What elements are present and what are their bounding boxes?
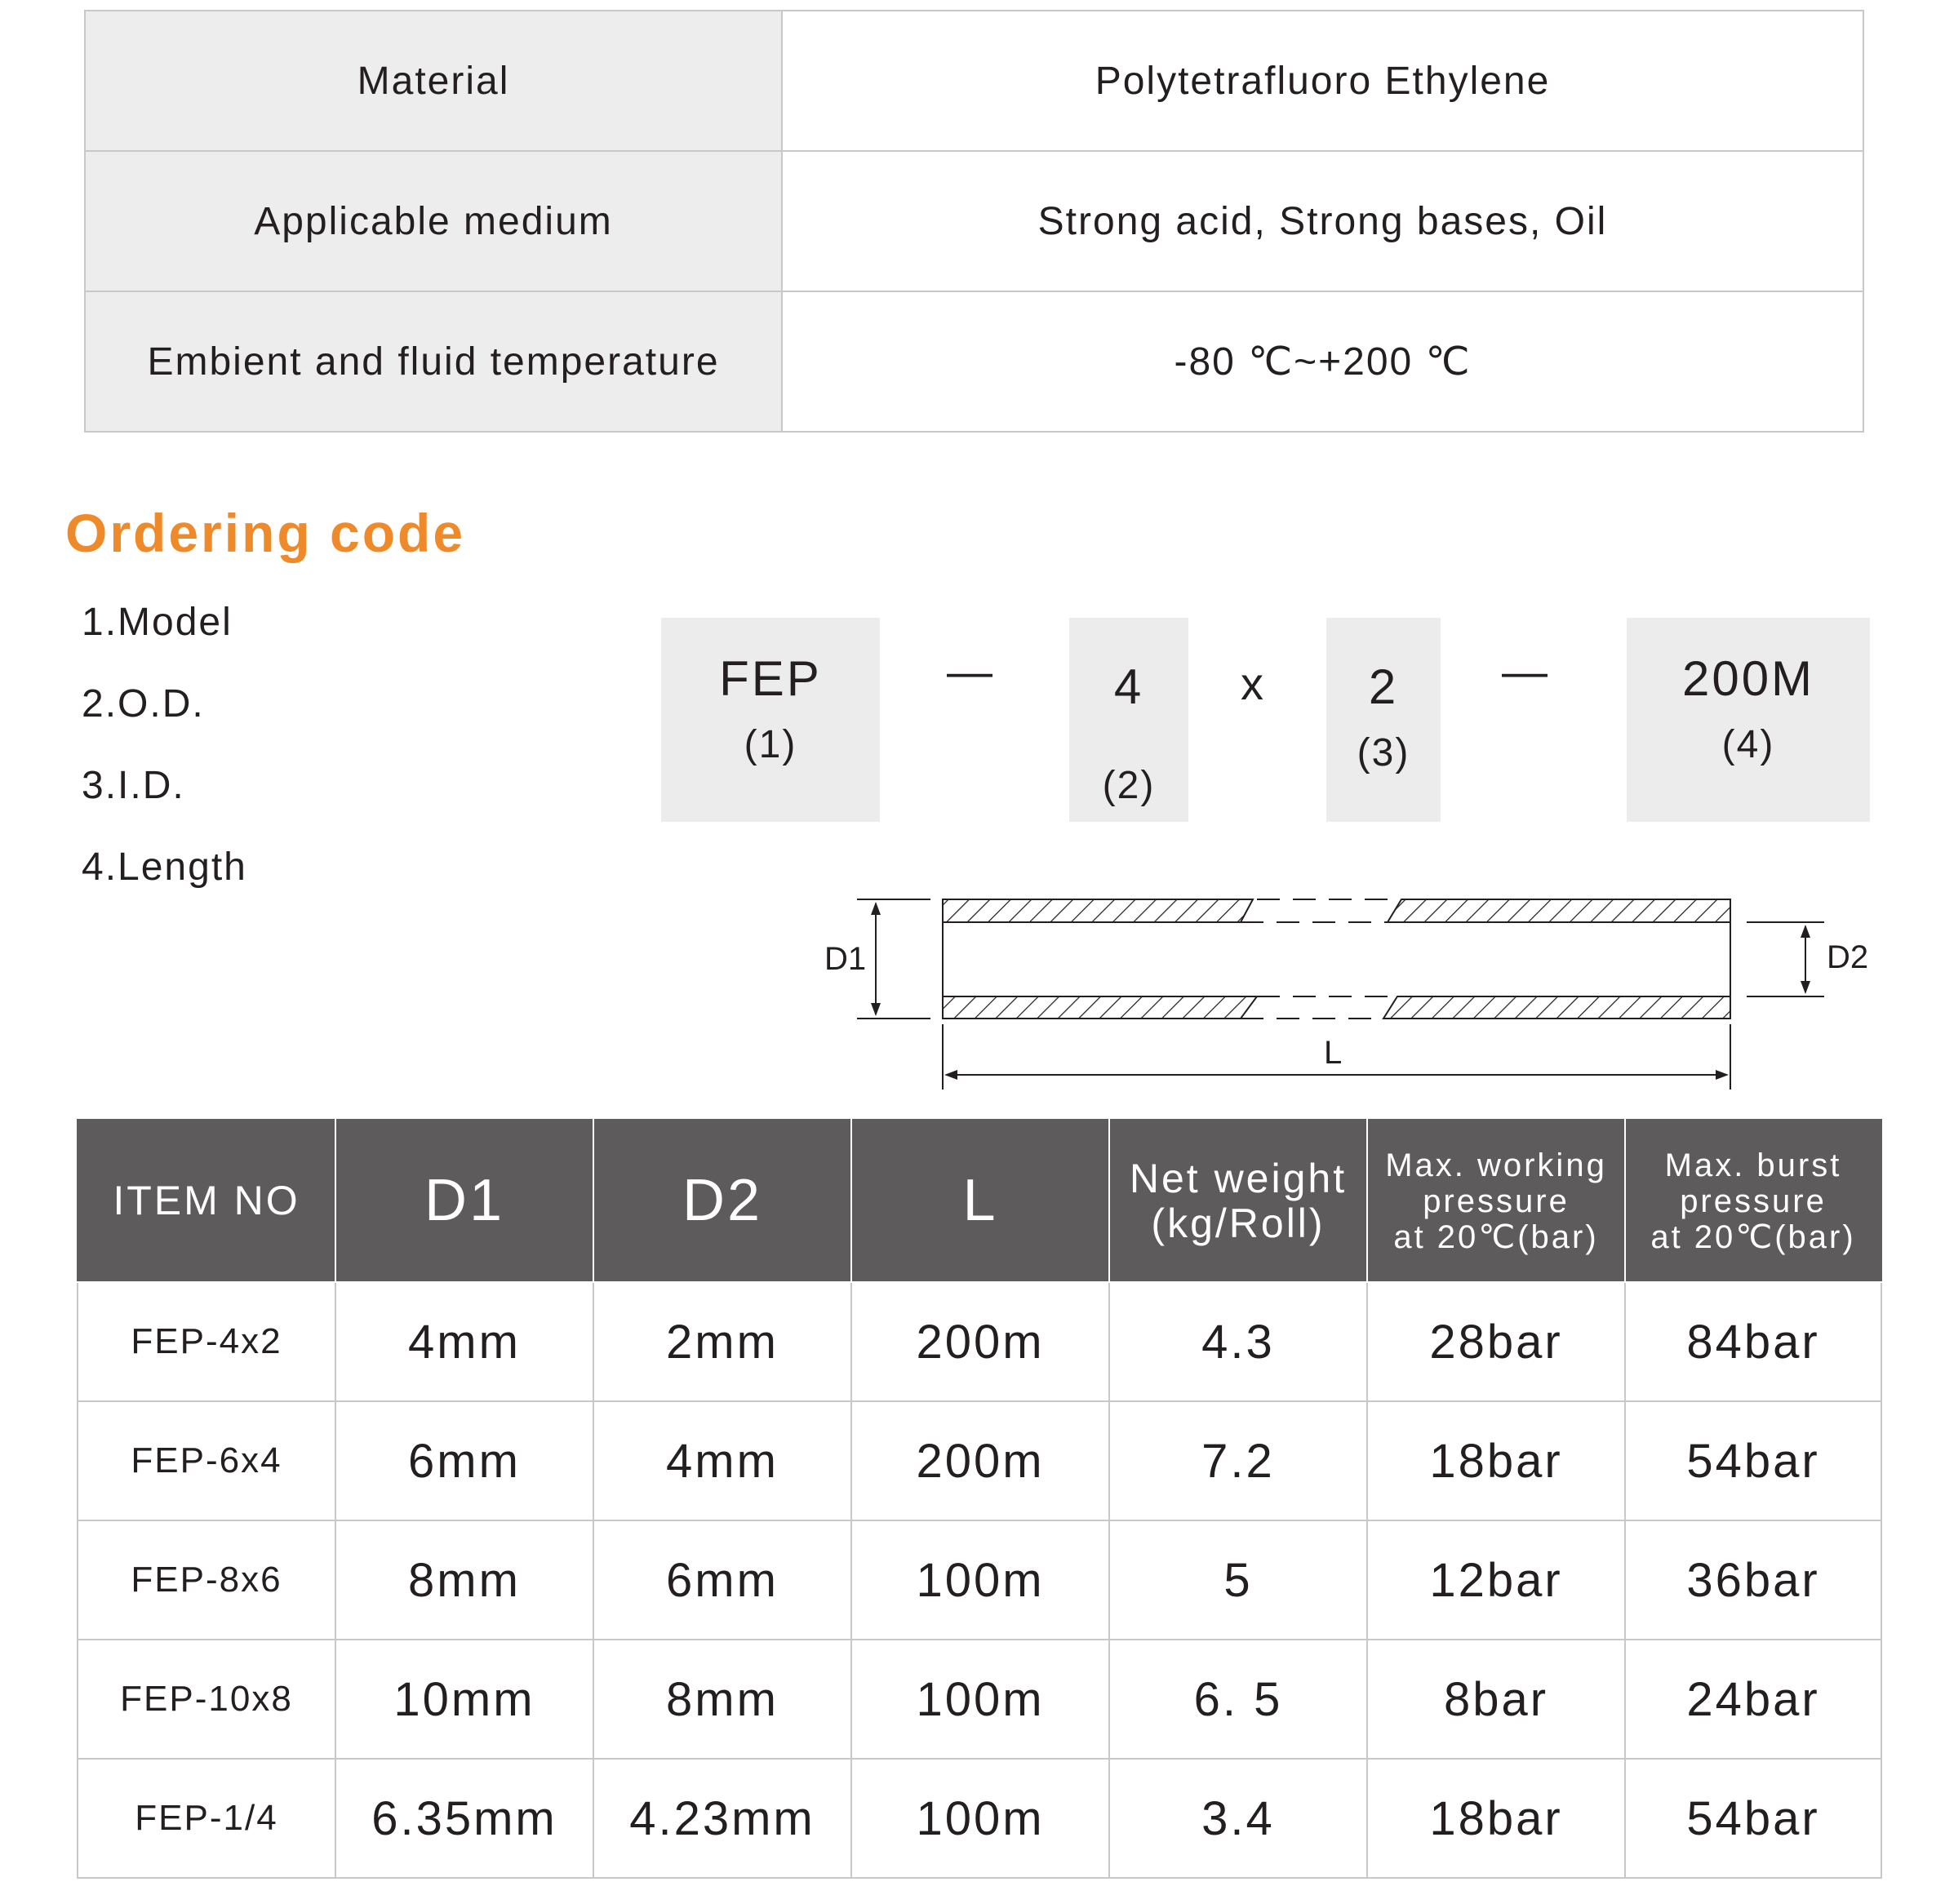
header-item-no: ITEM NO [78,1120,335,1282]
table-row [78,1759,1881,1878]
cell-item-no: FEP-4x2 [78,1282,335,1401]
cell-working-pressure: 28bar [1367,1282,1625,1401]
cell-burst-pressure: 54bar [1625,1401,1881,1520]
property-label: Applicable medium [85,151,782,291]
cell-burst-pressure: 24bar [1625,1640,1881,1759]
legend-item: 3.I.D. [82,764,185,807]
legend-item: 4.Length [82,845,247,889]
legend-item: 1.Model [82,601,233,644]
cell-d2: 6mm [593,1520,851,1640]
cell-d2: 4.23mm [593,1759,851,1878]
cell-d1: 10mm [335,1640,593,1759]
header-max-working-pressure [1367,1120,1625,1282]
header-line: pressure [1680,1183,1827,1219]
ordering-code-legend [82,600,247,926]
code-part-value: 200M [1681,651,1815,706]
header-l: L [851,1120,1109,1282]
table-row [78,1401,1881,1520]
header-d1: D1 [335,1120,593,1282]
cell-d1: 6mm [335,1401,593,1520]
cell-d2: 8mm [593,1640,851,1759]
property-value: -80 ℃~+200 ℃ [782,291,1863,432]
header-max-burst-pressure [1625,1120,1881,1282]
cell-weight: 3.4 [1109,1759,1367,1878]
cell-l: 100m [851,1759,1109,1878]
cell-working-pressure: 18bar [1367,1401,1625,1520]
cell-burst-pressure: 84bar [1625,1282,1881,1401]
cell-working-pressure: 8bar [1367,1640,1625,1759]
code-part-index: (1) [744,723,797,766]
label-d2: D2 [1827,939,1869,975]
code-part-index: (4) [1721,723,1775,766]
header-d2: D2 [593,1120,851,1282]
code-part-value: FEP [719,651,822,706]
code-part-index: (2) [1102,764,1156,807]
code-part-index: (3) [1357,731,1410,774]
cell-item-no: FEP-1/4 [78,1759,335,1878]
header-line: (kg/Roll) [1151,1200,1326,1246]
properties-table [84,10,1864,433]
property-value: Polytetrafluoro Ethylene [782,11,1863,151]
header-line: Max. burst [1664,1147,1842,1183]
code-part-model [661,618,880,822]
code-part-od [1069,618,1188,822]
cell-working-pressure: 12bar [1367,1520,1625,1640]
cell-d2: 2mm [593,1282,851,1401]
cell-item-no: FEP-8x6 [78,1520,335,1640]
cell-burst-pressure: 36bar [1625,1520,1881,1640]
cell-weight: 6. 5 [1109,1640,1367,1759]
code-part-value: 4 [1113,659,1144,714]
cell-working-pressure: 18bar [1367,1759,1625,1878]
cell-d1: 6.35mm [335,1759,593,1878]
code-dash: — [1502,646,1548,697]
property-row-material [85,11,1863,151]
label-l: L [1324,1035,1343,1071]
header-net-weight [1109,1120,1367,1282]
code-times: x [1241,658,1263,709]
property-row-temperature [85,291,1863,432]
cell-l: 100m [851,1520,1109,1640]
header-line: Net weight [1129,1155,1348,1201]
code-part-id [1326,618,1441,822]
property-label: Material [85,11,782,151]
table-row [78,1520,1881,1640]
cell-l: 200m [851,1282,1109,1401]
legend-item: 2.O.D. [82,682,205,726]
cell-weight: 4.3 [1109,1282,1367,1401]
spec-table [77,1119,1882,1879]
header-line: at 20℃(bar) [1393,1218,1599,1255]
property-row-medium [85,151,1863,291]
spec-header-row [78,1120,1881,1282]
cell-item-no: FEP-10x8 [78,1640,335,1759]
header-line: at 20℃(bar) [1650,1218,1856,1255]
cell-d1: 8mm [335,1520,593,1640]
property-label: Embient and fluid temperature [85,291,782,432]
table-row [78,1282,1881,1401]
property-value: Strong acid, Strong bases, Oil [782,151,1863,291]
header-line: pressure [1423,1183,1570,1219]
cell-d1: 4mm [335,1282,593,1401]
code-dash: — [947,646,992,697]
cell-l: 200m [851,1401,1109,1520]
code-part-value: 2 [1368,659,1399,714]
header-line: Max. working [1385,1147,1607,1183]
code-part-length [1627,618,1870,822]
label-d1: D1 [824,941,867,977]
cell-d2: 4mm [593,1401,851,1520]
cell-weight: 7.2 [1109,1401,1367,1520]
ordering-code-title: Ordering code [65,503,466,563]
cell-item-no: FEP-6x4 [78,1401,335,1520]
table-row [78,1640,1881,1759]
cell-weight: 5 [1109,1520,1367,1640]
cell-l: 100m [851,1640,1109,1759]
tube-diagram [816,885,1869,1098]
cell-burst-pressure: 54bar [1625,1759,1881,1878]
